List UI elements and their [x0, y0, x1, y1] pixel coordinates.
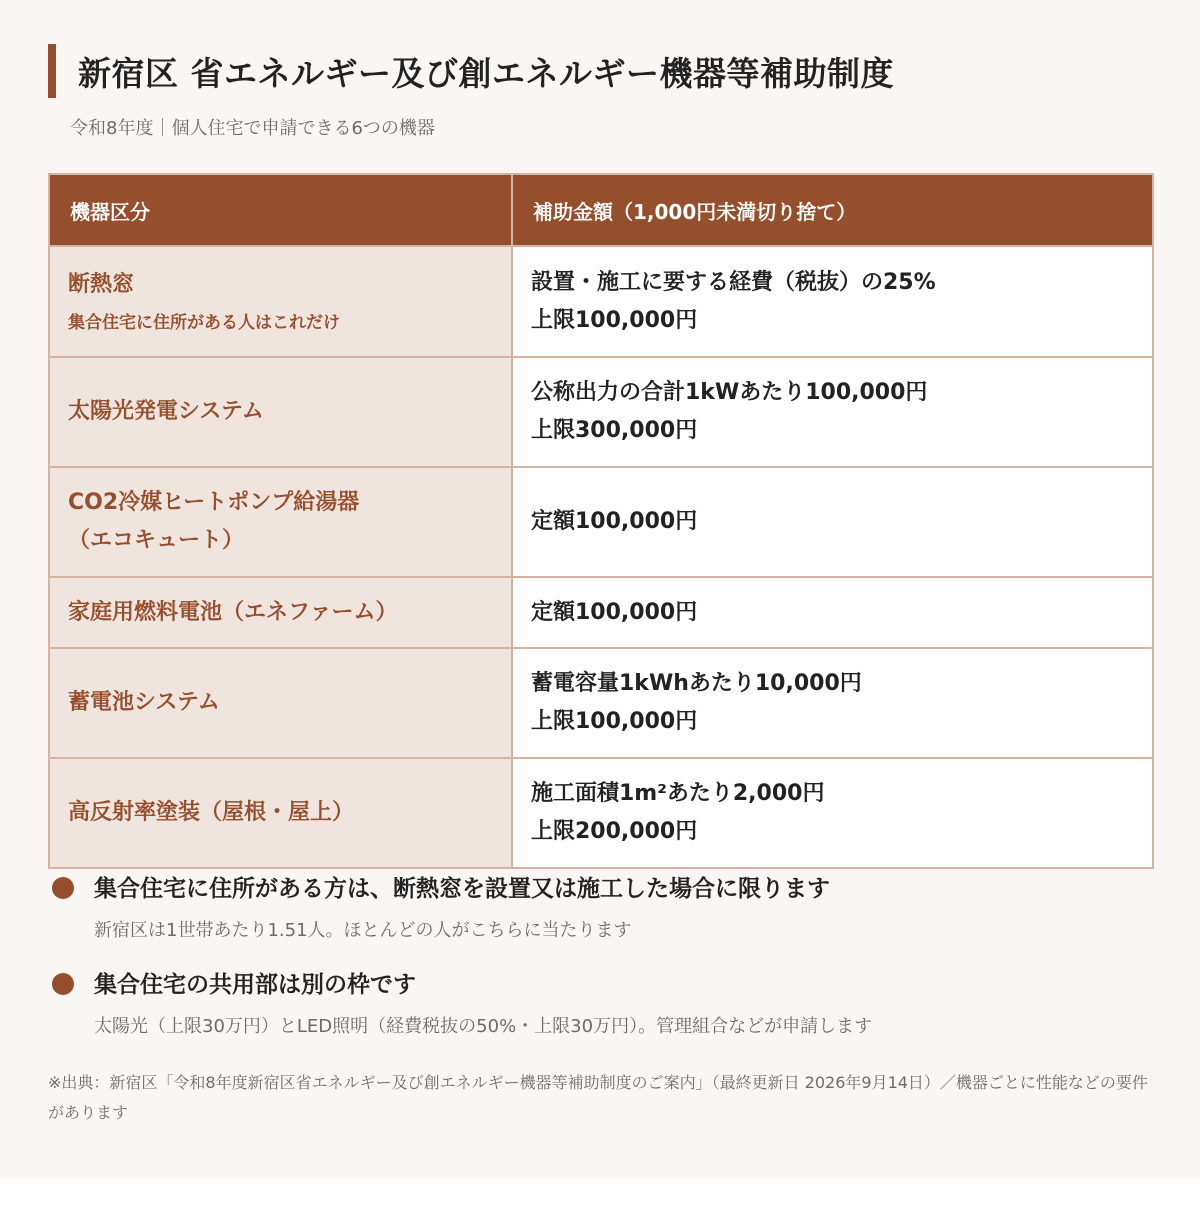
category-name: 高反射率塗装（屋根・屋上）: [68, 800, 355, 825]
category-name: 断熱窓: [68, 271, 135, 297]
amount-limit: 上限100,000円: [531, 709, 698, 734]
amount-line: 定額100,000円: [531, 599, 698, 625]
amount-line: 定額100,000円: [531, 509, 698, 534]
page-title: 新宿区 省エネルギー及び創エネルギー機器等補助制度: [78, 54, 894, 93]
table-row: [49, 467, 1153, 577]
amount-limit: 上限200,000円: [531, 819, 698, 844]
subsidy-table: [48, 173, 1154, 869]
table-header-row: [49, 174, 1153, 246]
page-subtitle: 令和8年度｜個人住宅で申請できる6つの機器: [70, 118, 435, 139]
amount-line: 施工面積1m²あたり2,000円: [531, 781, 825, 806]
source-footnote: ※出典：新宿区「令和8年度新宿区省エネルギー及び創エネルギー機器等補助制度のご案内」（最終更新日 2026年9月14日）／機器ごとに性能などの要件があります: [48, 1073, 1148, 1122]
note-detail: 新宿区は1世帯あたり1.51人。ほとんどの人がこちらに当たります: [94, 920, 632, 941]
category-cell: [49, 648, 512, 758]
table-row: [49, 648, 1153, 758]
bullet-dot-icon: [52, 973, 74, 995]
category-cell: [49, 246, 512, 357]
table-row: [49, 577, 1153, 648]
amount-cell: [512, 758, 1153, 868]
category-note: 集合住宅に住所がある人はこれだけ: [68, 312, 340, 333]
note-heading: 集合住宅に住所がある方は、断熱窓を設置又は施工した場合に限ります: [94, 876, 830, 902]
note-heading: 集合住宅の共用部は別の枠です: [94, 972, 416, 998]
table-row: [49, 357, 1153, 467]
bullet-dot-icon: [52, 877, 74, 899]
note-detail: 太陽光（上限30万円）とLED照明（経費税抜の50%・上限30万円）。管理組合などが申請します: [94, 1016, 873, 1037]
amount-cell: [512, 648, 1153, 758]
category-name: 家庭用燃料電池（エネファーム）: [68, 599, 398, 625]
column-header-amount: 補助金額（1,000円未満切り捨て）: [512, 174, 1153, 246]
amount-line: 設置・施工に要する経費（税抜）の25%: [531, 269, 936, 295]
amount-cell: [512, 246, 1153, 357]
amount-cell: [512, 357, 1153, 467]
category-cell: [49, 357, 512, 467]
table-row: [49, 758, 1153, 868]
amount-cell: [512, 467, 1153, 577]
category-name: 太陽光発電システム: [68, 399, 264, 424]
amount-limit: 上限300,000円: [531, 418, 698, 443]
category-name-suffix: （エコキュート）: [68, 528, 245, 553]
title-accent-bar: [48, 44, 56, 98]
column-header-category: 機器区分: [49, 174, 512, 246]
category-cell: [49, 577, 512, 648]
table-row: [49, 246, 1153, 357]
amount-line: 蓄電容量1kWhあたり10,000円: [531, 671, 862, 696]
category-cell: [49, 758, 512, 868]
category-name: 蓄電池システム: [68, 690, 220, 715]
category-name: CO2冷媒ヒートポンプ給湯器: [68, 490, 360, 515]
amount-limit: 上限100,000円: [531, 307, 698, 333]
category-cell: [49, 467, 512, 577]
amount-line: 公称出力の合計1kWあたり100,000円: [531, 380, 928, 405]
amount-cell: [512, 577, 1153, 648]
